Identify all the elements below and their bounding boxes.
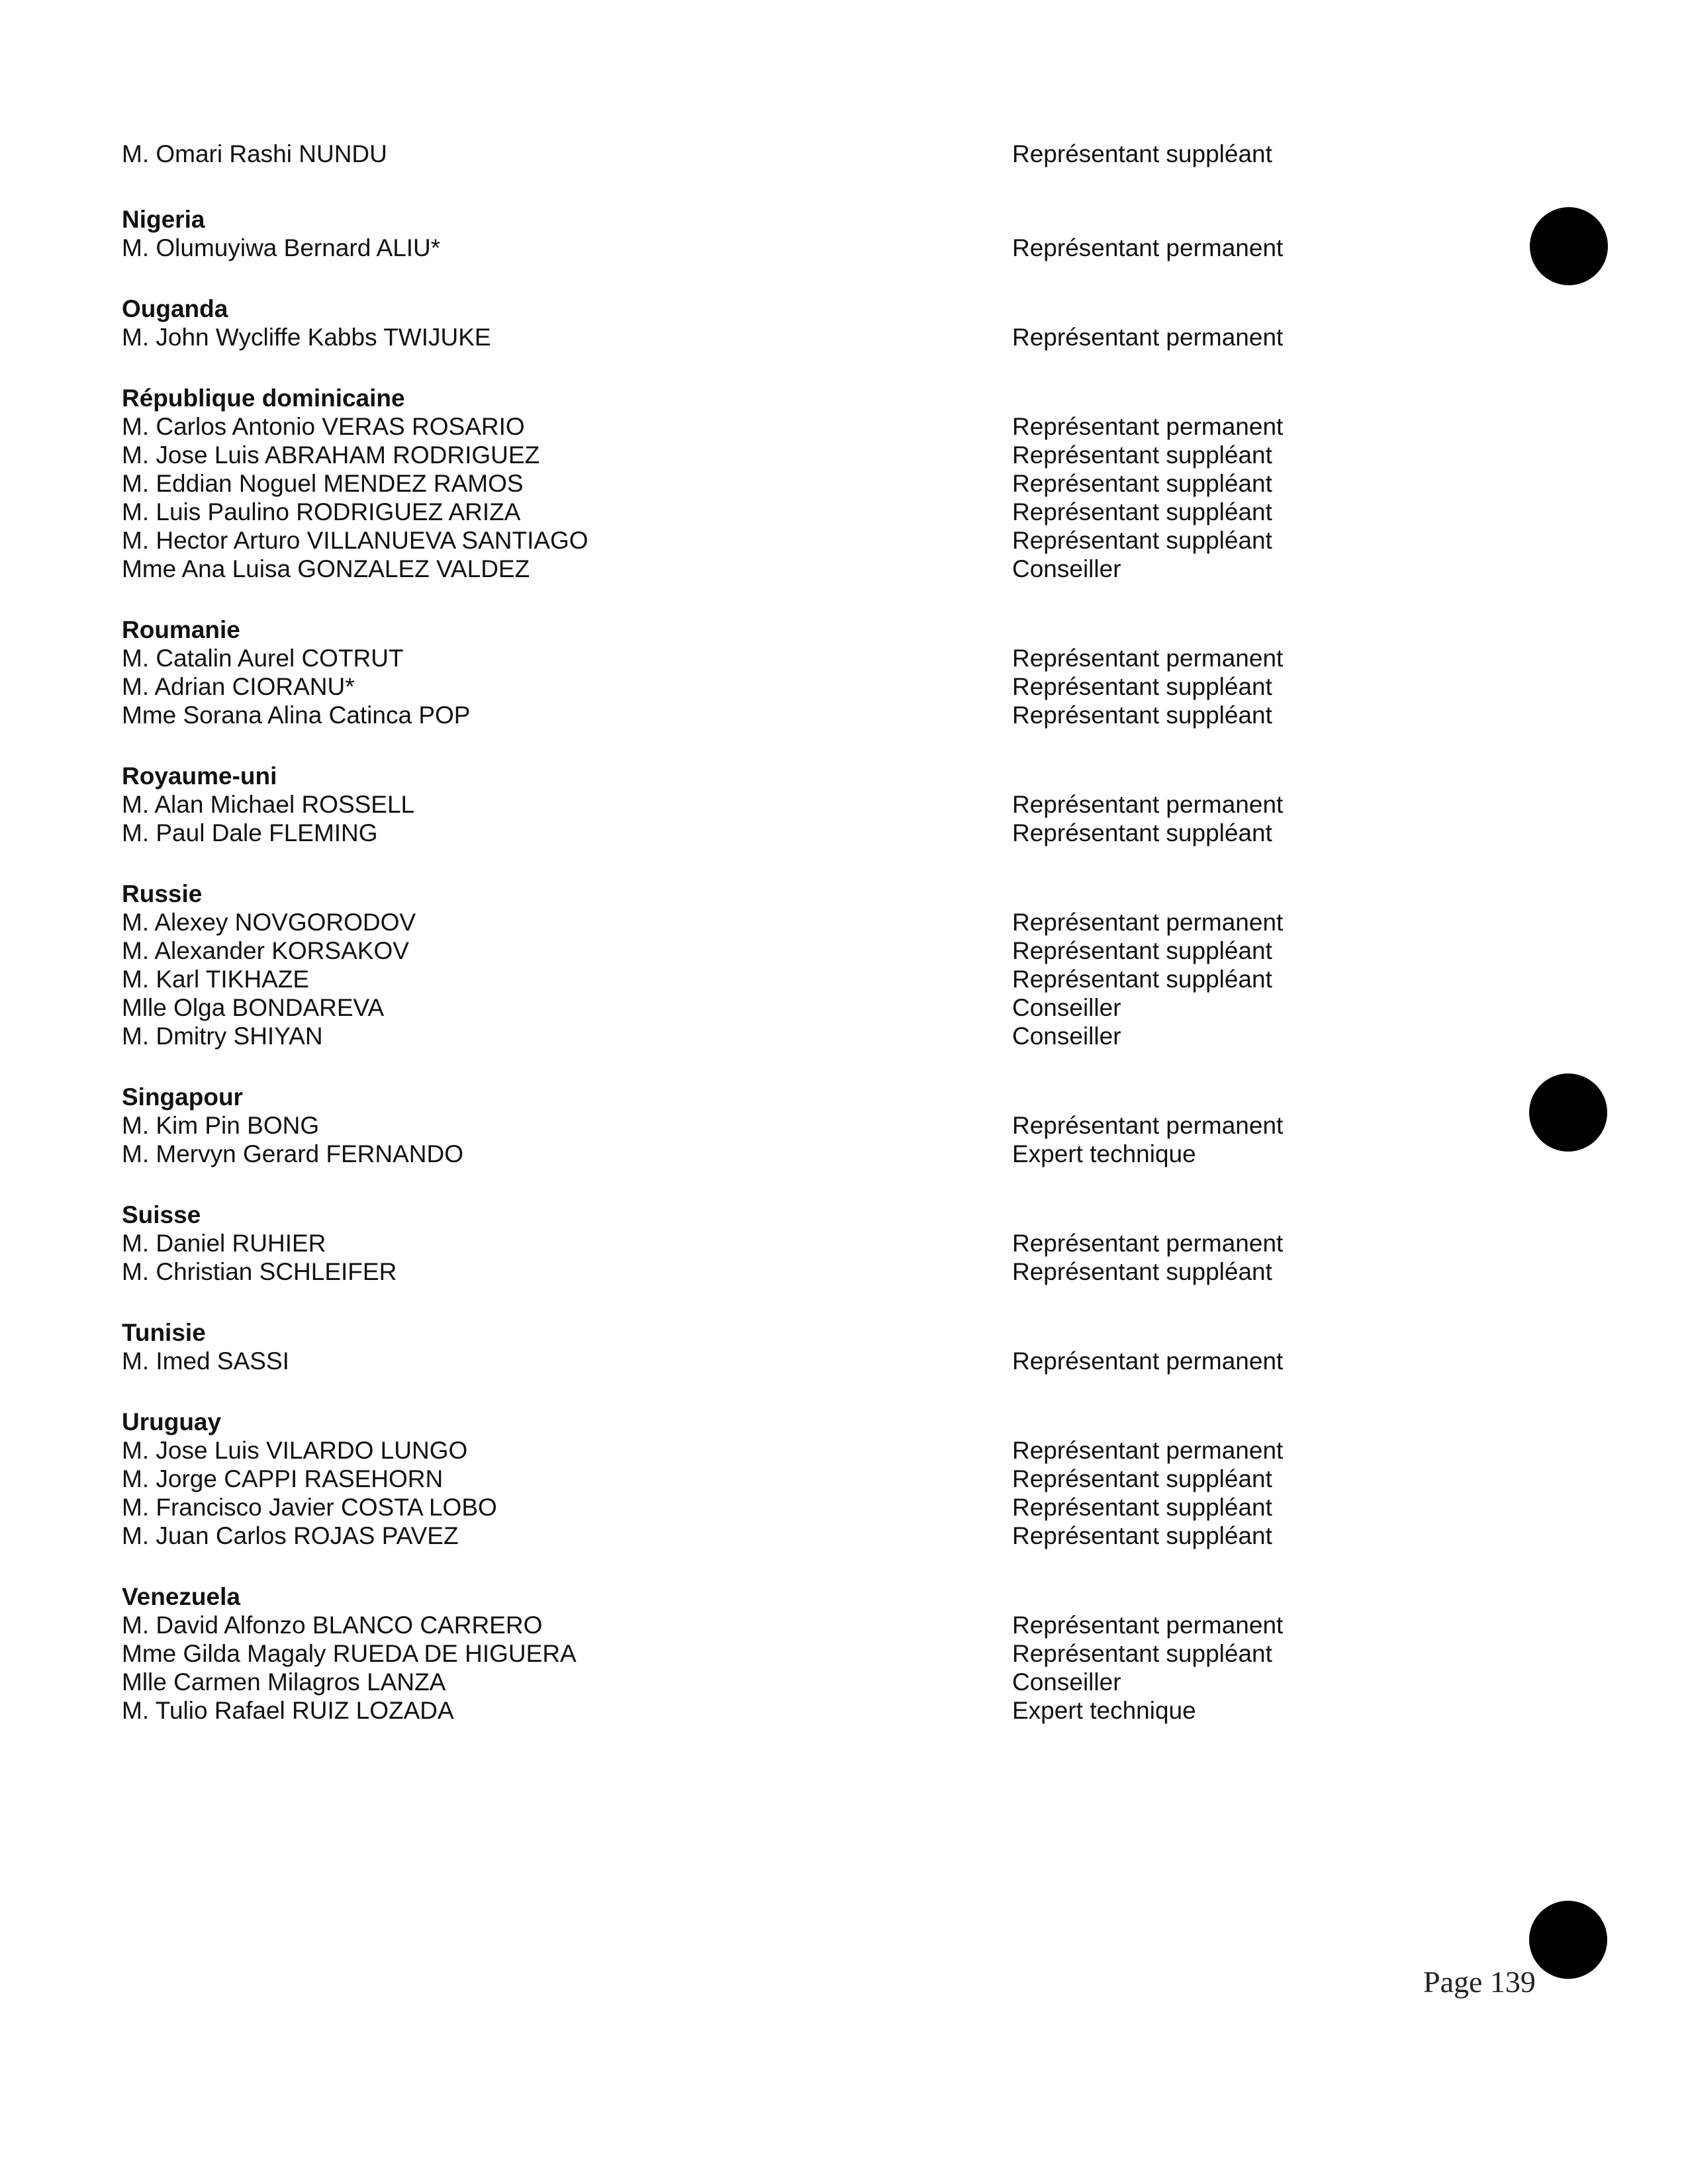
delegate-row — [122, 819, 1380, 847]
delegate-name: Mme Gilda Magaly RUEDA DE HIGUERA — [122, 1640, 577, 1667]
delegate-row — [122, 412, 1380, 441]
delegate-row — [122, 1140, 1380, 1168]
delegate-role: Représentant permanent — [1012, 645, 1284, 672]
delegate-role: Représentant suppléant — [1012, 527, 1272, 554]
country-heading: Uruguay — [122, 1408, 222, 1435]
delegate-role: Représentant permanent — [1012, 1112, 1284, 1139]
country-heading: Royaume-uni — [122, 762, 277, 790]
delegate-role: Représentant permanent — [1012, 1612, 1284, 1639]
country-section — [122, 295, 1380, 351]
country-section — [122, 206, 1380, 262]
delegate-row — [122, 234, 1380, 262]
delegate-name: M. David Alfonzo BLANCO CARRERO — [122, 1612, 543, 1639]
country-heading: Tunisie — [122, 1319, 206, 1346]
country-section — [122, 1408, 1380, 1550]
delegate-name: Mme Ana Luisa GONZALEZ VALDEZ — [122, 555, 530, 582]
delegate-row — [122, 993, 1380, 1022]
country-section — [122, 1583, 1380, 1725]
delegate-name: M. Alexander KORSAKOV — [122, 937, 409, 964]
delegate-role: Représentant permanent — [1012, 324, 1284, 351]
delegate-name: M. Imed SASSI — [122, 1347, 289, 1375]
delegate-role: Représentant suppléant — [1012, 441, 1272, 469]
delegate-role: Expert technique — [1012, 1697, 1196, 1724]
delegate-row — [122, 1465, 1380, 1493]
country-heading: Roumanie — [122, 616, 240, 643]
delegate-row — [122, 790, 1380, 819]
delegate-name: M. Catalin Aurel COTRUT — [122, 645, 404, 672]
delegate-role: Expert technique — [1012, 1140, 1196, 1167]
delegate-role: Représentant permanent — [1012, 234, 1284, 261]
punch-hole-middle — [1529, 1073, 1607, 1152]
delegate-name: M. Karl TIKHAZE — [122, 966, 310, 993]
delegate-role: Représentant permanent — [1012, 1230, 1284, 1257]
delegate-name: M. Tulio Rafael RUIZ LOZADA — [122, 1697, 454, 1724]
country-heading: Nigeria — [122, 206, 205, 233]
delegate-name: M. Hector Arturo VILLANUEVA SANTIAGO — [122, 527, 588, 554]
delegate-role: Conseiller — [1012, 994, 1121, 1021]
punch-hole-bottom — [1529, 1901, 1607, 1979]
delegate-name: M. Francisco Javier COSTA LOBO — [122, 1494, 497, 1521]
delegate-role: Représentant suppléant — [1012, 702, 1272, 729]
delegate-role: Représentant suppléant — [1012, 140, 1272, 167]
delegate-row — [122, 965, 1380, 993]
delegate-role: Représentant permanent — [1012, 1437, 1284, 1464]
delegate-row — [122, 555, 1380, 583]
delegate-role: Représentant permanent — [1012, 909, 1284, 936]
delegate-name: M. Jorge CAPPI RASEHORN — [122, 1465, 444, 1492]
delegate-role: Représentant suppléant — [1012, 1465, 1272, 1492]
delegate-row — [122, 1611, 1380, 1639]
country-heading: Russie — [122, 880, 203, 907]
delegate-row — [122, 1436, 1380, 1465]
delegate-role: Représentant permanent — [1012, 1347, 1284, 1375]
delegate-name: M. Alexey NOVGORODOV — [122, 909, 416, 936]
delegate-name: M. Jose Luis VILARDO LUNGO — [122, 1437, 468, 1464]
delegate-name: M. Juan Carlos ROJAS PAVEZ — [122, 1522, 459, 1549]
country-section — [122, 1319, 1380, 1375]
delegate-row — [122, 136, 1380, 173]
delegate-name: M. Jose Luis ABRAHAM RODRIGUEZ — [122, 441, 540, 469]
delegate-name: M. Omari Rashi NUNDU — [122, 140, 387, 167]
delegate-role: Représentant suppléant — [1012, 1258, 1272, 1285]
country-section — [122, 385, 1380, 583]
delegate-name: M. Kim Pin BONG — [122, 1112, 320, 1139]
delegate-role: Représentant permanent — [1012, 791, 1284, 818]
delegate-row — [122, 1347, 1380, 1375]
delegate-row — [122, 526, 1380, 555]
punch-hole-top — [1530, 207, 1608, 285]
delegate-row — [122, 441, 1380, 469]
country-heading: Venezuela — [122, 1583, 240, 1610]
country-section — [122, 1083, 1380, 1168]
delegate-row — [122, 1022, 1380, 1050]
delegate-role: Représentant suppléant — [1012, 673, 1272, 700]
delegate-row — [122, 1493, 1380, 1522]
delegate-name: M. Carlos Antonio VERAS ROSARIO — [122, 413, 525, 440]
delegate-name: Mlle Olga BONDAREVA — [122, 994, 385, 1021]
delegate-role: Conseiller — [1012, 555, 1121, 582]
delegate-name: M. Daniel RUHIER — [122, 1230, 326, 1257]
delegate-role: Représentant permanent — [1012, 413, 1284, 440]
delegate-role: Conseiller — [1012, 1023, 1121, 1050]
delegate-row — [122, 644, 1380, 672]
delegate-name: Mlle Carmen Milagros LANZA — [122, 1668, 446, 1696]
delegate-name: M. Christian SCHLEIFER — [122, 1258, 397, 1285]
delegate-row — [122, 672, 1380, 701]
country-section — [122, 880, 1380, 1050]
delegate-row — [122, 1522, 1380, 1550]
delegate-role: Conseiller — [1012, 1668, 1121, 1696]
delegate-name: M. Mervyn Gerard FERNANDO — [122, 1140, 464, 1167]
delegate-role: Représentant suppléant — [1012, 819, 1272, 846]
country-heading: Suisse — [122, 1201, 201, 1228]
delegate-role: Représentant suppléant — [1012, 937, 1272, 964]
country-section — [122, 762, 1380, 847]
delegate-name: M. John Wycliffe Kabbs TWIJUKE — [122, 324, 491, 351]
delegate-row — [122, 1229, 1380, 1257]
delegate-name: M. Eddian Noguel MENDEZ RAMOS — [122, 470, 524, 497]
delegate-row — [122, 1111, 1380, 1140]
delegate-row — [122, 1696, 1380, 1725]
delegate-list — [122, 136, 1380, 1725]
delegate-name: M. Adrian CIORANU* — [122, 673, 355, 700]
page-number: Page 139 — [1423, 1965, 1536, 1999]
delegate-row — [122, 1668, 1380, 1696]
delegate-role: Représentant suppléant — [1012, 498, 1272, 525]
delegate-role: Représentant suppléant — [1012, 1640, 1272, 1667]
delegate-role: Représentant suppléant — [1012, 470, 1272, 497]
delegate-name: M. Luis Paulino RODRIGUEZ ARIZA — [122, 498, 521, 525]
delegate-row — [122, 1639, 1380, 1668]
delegate-name: M. Olumuyiwa Bernard ALIU* — [122, 234, 441, 261]
delegate-role: Représentant suppléant — [1012, 966, 1272, 993]
delegate-row — [122, 936, 1380, 965]
country-section — [122, 616, 1380, 729]
delegate-row — [122, 323, 1380, 351]
country-section — [122, 1201, 1380, 1286]
delegate-name: Mme Sorana Alina Catinca POP — [122, 702, 471, 729]
delegate-row — [122, 908, 1380, 936]
delegate-name: M. Alan Michael ROSSELL — [122, 791, 415, 818]
delegate-row — [122, 701, 1380, 729]
delegate-row — [122, 498, 1380, 526]
delegate-name: M. Dmitry SHIYAN — [122, 1023, 323, 1050]
country-heading: Singapour — [122, 1083, 243, 1111]
delegate-row — [122, 469, 1380, 498]
delegate-role: Représentant suppléant — [1012, 1494, 1272, 1521]
country-heading: République dominicaine — [122, 385, 405, 412]
delegate-name: M. Paul Dale FLEMING — [122, 819, 378, 846]
delegate-row — [122, 1257, 1380, 1286]
country-heading: Ouganda — [122, 295, 228, 322]
delegate-role: Représentant suppléant — [1012, 1522, 1272, 1549]
country-list — [122, 206, 1380, 1725]
